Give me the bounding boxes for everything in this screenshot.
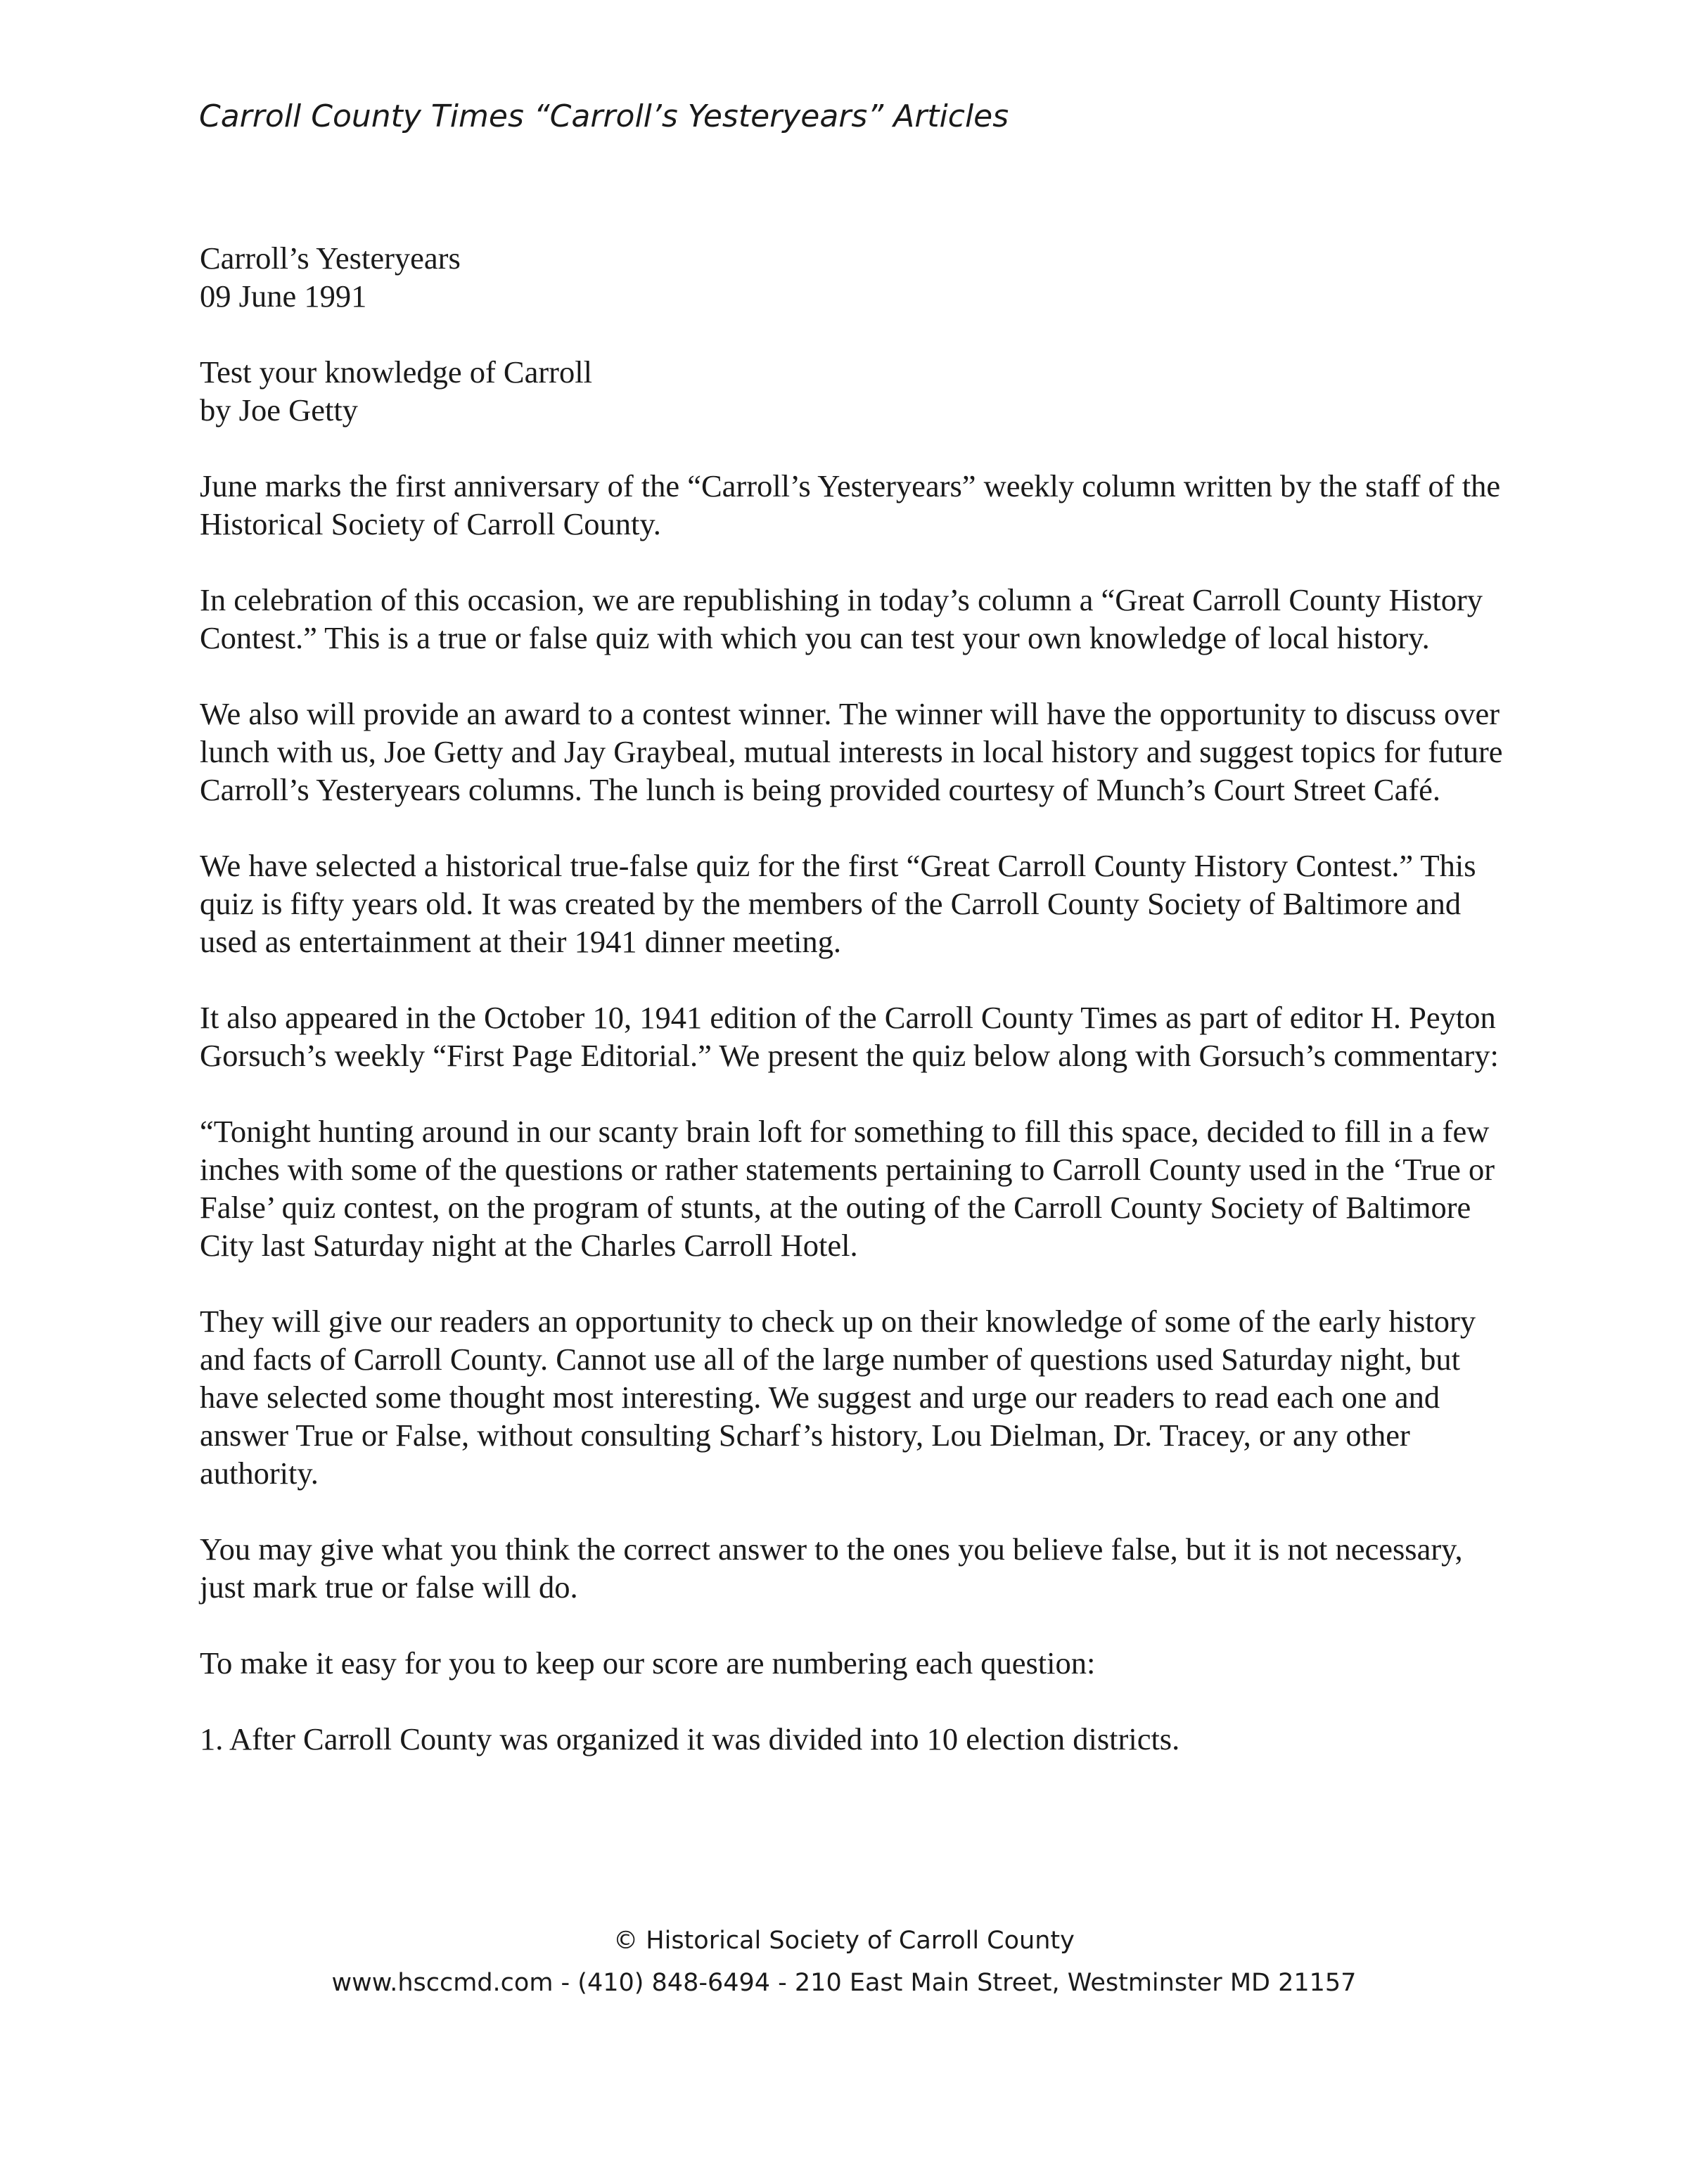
paragraph-editorial: It also appeared in the October 10, 1941 edition of the Carroll County Times as part of editor H. Peyton Gorsuch’s weekly “First Page Editorial.” We present the quiz below along with Gorsuch’s commentary: bbox=[200, 1000, 1499, 1073]
footer-contact: www.hsccmd.com - (410) 848-6494 - 210 East Main Street, Westminster MD 21157 bbox=[331, 1969, 1357, 1997]
article-title-block bbox=[200, 353, 1515, 429]
paragraph-award: We also will provide an award to a contest winner. The winner will have the opportunity to discuss over lunch with us, Joe Getty and Jay Graybeal, mutual interests in local history and suggest topics for future Carroll’s Yesteryears columns. The lunch is being provided courtesy of Munch’s Court Street Café. bbox=[200, 696, 1503, 807]
quiz-question-1: 1. After Carroll County was organized it was divided into 10 election districts. bbox=[200, 1721, 1180, 1756]
page-footer bbox=[0, 1920, 1688, 2004]
paragraph-numbering: To make it easy for you to keep our score are numbering each question: bbox=[200, 1645, 1096, 1681]
paragraph-quote-intro: “Tonight hunting around in our scanty brain loft for something to fill this space, decided to fill in a few inches with some of the questions or rather statements pertaining to Carroll County used in the ‘True or False’ quiz contest, on the program of stunts, at the outing of the Carroll County Society of Baltimore City last Saturday night at the Charles Carroll Hotel. bbox=[200, 1114, 1495, 1263]
article-meta bbox=[200, 239, 1515, 315]
running-header-title: Carroll County Times “Carroll’s Yesteryears” Articles bbox=[199, 98, 1009, 134]
column-name: Carroll’s Yesteryears bbox=[200, 240, 461, 276]
paragraph-celebration: In celebration of this occasion, we are republishing in today’s column a “Great Carroll County History Contest.” This is a true or false quiz with which you can test your own knowledge of local history. bbox=[200, 582, 1483, 655]
paragraph-anniversary: June marks the first anniversary of the “Carroll’s Yesteryears” weekly column written by the staff of the Historical Society of Carroll County. bbox=[200, 468, 1501, 541]
article-body bbox=[200, 239, 1515, 1796]
article-date: 09 June 1991 bbox=[200, 278, 367, 314]
paragraph-readers: They will give our readers an opportunity to check up on their knowledge of some of the early history and facts of Carroll County. Cannot use all of the large number of questions used Saturday night, but have selected some thought most interesting. We suggest and urge our readers to read each one and answer True or False, without consulting Scharf’s history, Lou Dielman, Dr. Tracey, or any other authority. bbox=[200, 1304, 1476, 1491]
paragraph-answer-note: You may give what you think the correct answer to the ones you believe false, but it is not necessary, just mark true or false will do. bbox=[200, 1531, 1463, 1605]
article-byline: by Joe Getty bbox=[200, 392, 358, 428]
footer-copyright: © Historical Society of Carroll County bbox=[613, 1927, 1075, 1955]
article-headline: Test your knowledge of Carroll bbox=[200, 354, 592, 390]
paragraph-quiz-origin: We have selected a historical true-false quiz for the first “Great Carroll County History Contest.” This quiz is fifty years old. It was created by the members of the Carroll County Society of Baltimore and used as entertainment at their 1941 dinner meeting. bbox=[200, 848, 1476, 959]
